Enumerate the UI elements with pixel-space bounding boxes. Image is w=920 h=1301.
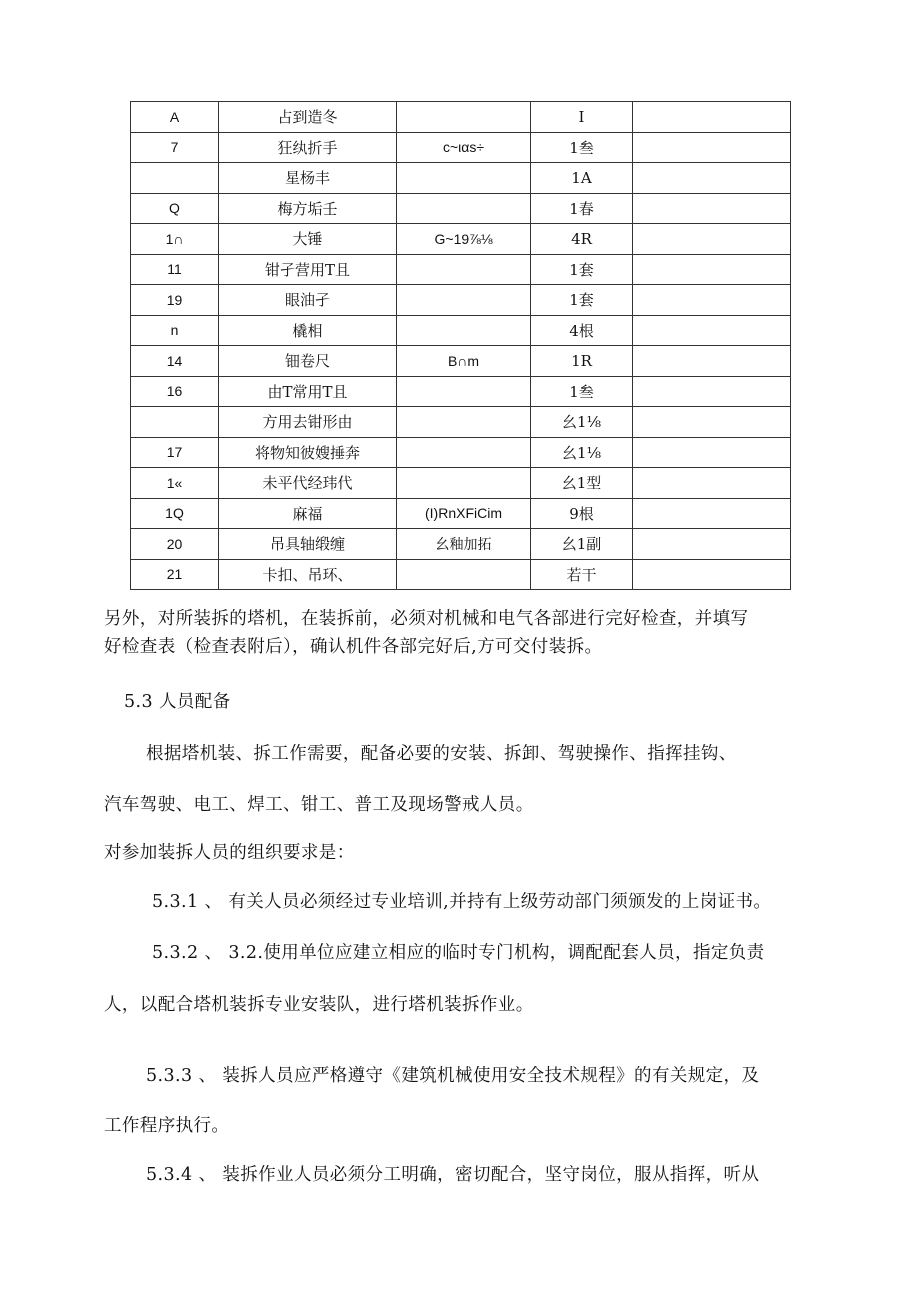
table-cell-name: 占到造冬 xyxy=(219,102,397,133)
paragraph-inspection-line-2: 好检查表（检查表附后），确认机件各部完好后,方可交付装拆。 xyxy=(104,637,603,657)
table-cell-no: 21 xyxy=(131,559,219,590)
table-row xyxy=(131,529,791,560)
table-cell-no: 1Q xyxy=(131,498,219,529)
table-cell-name: 钳孑营用T且 xyxy=(219,254,397,285)
table-cell-name: 眼油孑 xyxy=(219,285,397,316)
table-row xyxy=(131,132,791,163)
table-cell-spec xyxy=(397,102,531,133)
table-cell-note xyxy=(633,224,791,255)
table-cell-no xyxy=(131,407,219,438)
requirement-item-5-3-3-line-1: 5.3.3 、 装拆人员应严格遵守《建筑机械使用安全技术规程》的有关规定，及 xyxy=(146,1066,760,1086)
table-cell-no: Q xyxy=(131,193,219,224)
table-cell-spec xyxy=(397,254,531,285)
table-row xyxy=(131,376,791,407)
table-cell-qty: 1套 xyxy=(531,285,633,316)
table-cell-no: 14 xyxy=(131,346,219,377)
table-cell-no xyxy=(131,163,219,194)
table-cell-no: 1∩ xyxy=(131,224,219,255)
table-cell-spec xyxy=(397,193,531,224)
table-cell-note xyxy=(633,315,791,346)
requirement-item-5-3-2-line-1: 5.3.2 、 3.2.使用单位应建立相应的临时专门机构，调配配套人员，指定负责 xyxy=(152,943,765,963)
table-cell-spec xyxy=(397,437,531,468)
paragraph-inspection-line-1: 另外，对所装拆的塔机，在装拆前，必须对机械和电气各部进行完好检查，并填写 xyxy=(104,609,749,629)
table-row xyxy=(131,315,791,346)
table-cell-no: 11 xyxy=(131,254,219,285)
table-cell-spec xyxy=(397,285,531,316)
table-cell-note xyxy=(633,498,791,529)
table-cell-no: 16 xyxy=(131,376,219,407)
table-cell-qty: 4根 xyxy=(531,315,633,346)
table-cell-name: 钿卷尺 xyxy=(219,346,397,377)
table-row xyxy=(131,193,791,224)
table-cell-note xyxy=(633,102,791,133)
table-cell-qty: 1A xyxy=(531,163,633,194)
table-cell-note xyxy=(633,407,791,438)
table-row xyxy=(131,498,791,529)
table-row xyxy=(131,559,791,590)
table-cell-no: A xyxy=(131,102,219,133)
table-cell-qty: I xyxy=(531,102,633,133)
table-cell-spec xyxy=(397,376,531,407)
table-cell-note xyxy=(633,437,791,468)
table-cell-note xyxy=(633,163,791,194)
table-cell-qty: 幺1⅛ xyxy=(531,407,633,438)
table-cell-spec xyxy=(397,315,531,346)
table-cell-name: 卡扣、吊环、 xyxy=(219,559,397,590)
table-cell-qty: 1R xyxy=(531,346,633,377)
table-cell-spec: G~19⅞⅛ xyxy=(397,224,531,255)
table-cell-qty: 4R xyxy=(531,224,633,255)
table-row xyxy=(131,102,791,133)
paragraph-staffing-line-2: 汽车驾驶、电工、焊工、钳工、普工及现场警戒人员。 xyxy=(104,795,534,815)
requirement-item-5-3-1: 5.3.1 、 有关人员必须经过专业培训,并持有上级劳动部门须颁发的上岗证书。 xyxy=(152,892,772,912)
table-cell-spec xyxy=(397,163,531,194)
requirement-item-5-3-4-line-1: 5.3.4 、 装拆作业人员必须分工明确，密切配合，坚守岗位，服从指挥，听从 xyxy=(146,1165,760,1185)
table-cell-spec: 幺釉加拓 xyxy=(397,529,531,560)
table-row xyxy=(131,285,791,316)
table-cell-name: 将物知彼嫂捶奔 xyxy=(219,437,397,468)
table-cell-no: 1« xyxy=(131,468,219,499)
table-cell-name: 星杨丰 xyxy=(219,163,397,194)
table-cell-note xyxy=(633,559,791,590)
table-cell-name: 梅方垢壬 xyxy=(219,193,397,224)
table-cell-note xyxy=(633,132,791,163)
table-cell-qty: 1叁 xyxy=(531,132,633,163)
table-cell-note xyxy=(633,376,791,407)
requirement-item-5-3-2-line-2: 人，以配合塔机装拆专业安装队，进行塔机装拆作业。 xyxy=(104,995,534,1015)
table-cell-no: 17 xyxy=(131,437,219,468)
table-cell-name: 吊具轴缎缠 xyxy=(219,529,397,560)
table-cell-name: 方用去钳形由 xyxy=(219,407,397,438)
table-cell-name: 由T常用T且 xyxy=(219,376,397,407)
table-cell-note xyxy=(633,346,791,377)
table-cell-qty: 幺1⅛ xyxy=(531,437,633,468)
tools-table xyxy=(130,101,791,590)
table-cell-name: 狂纨折手 xyxy=(219,132,397,163)
table-row xyxy=(131,346,791,377)
table-cell-name: 橇相 xyxy=(219,315,397,346)
table-cell-qty: 1春 xyxy=(531,193,633,224)
table-cell-name: 大锤 xyxy=(219,224,397,255)
table-cell-spec: B∩m xyxy=(397,346,531,377)
table-cell-qty: 若干 xyxy=(531,559,633,590)
table-cell-name: 未平代经玮代 xyxy=(219,468,397,499)
table-cell-spec: c~ιαs÷ xyxy=(397,132,531,163)
table-cell-qty: 幺1型 xyxy=(531,468,633,499)
table-row xyxy=(131,468,791,499)
table-cell-note xyxy=(633,285,791,316)
table-cell-spec: (I)RnXFiCim xyxy=(397,498,531,529)
table-cell-no: 19 xyxy=(131,285,219,316)
table-cell-name: 麻福 xyxy=(219,498,397,529)
tools-table-body xyxy=(131,102,791,590)
paragraph-staffing-line-1: 根据塔机装、拆工作需要，配备必要的安装、拆卸、驾驶操作、指挥挂钩、 xyxy=(146,744,737,764)
table-cell-note xyxy=(633,193,791,224)
table-cell-qty: 幺1副 xyxy=(531,529,633,560)
table-cell-note xyxy=(633,254,791,285)
table-cell-no: n xyxy=(131,315,219,346)
table-cell-qty: 1叁 xyxy=(531,376,633,407)
table-cell-spec xyxy=(397,468,531,499)
table-row xyxy=(131,163,791,194)
requirement-item-5-3-3-line-2: 工作程序执行。 xyxy=(104,1116,230,1136)
table-cell-note xyxy=(633,468,791,499)
table-cell-spec xyxy=(397,407,531,438)
table-cell-spec xyxy=(397,559,531,590)
table-cell-note xyxy=(633,529,791,560)
paragraph-requirements-intro: 对参加装拆人员的组织要求是： xyxy=(104,843,355,863)
table-row xyxy=(131,407,791,438)
section-heading-personnel: 5.3 人员配备 xyxy=(124,692,231,712)
table-cell-qty: 9根 xyxy=(531,498,633,529)
table-cell-no: 7 xyxy=(131,132,219,163)
table-row xyxy=(131,437,791,468)
table-row xyxy=(131,224,791,255)
table-cell-qty: 1套 xyxy=(531,254,633,285)
table-row xyxy=(131,254,791,285)
table-cell-no: 20 xyxy=(131,529,219,560)
